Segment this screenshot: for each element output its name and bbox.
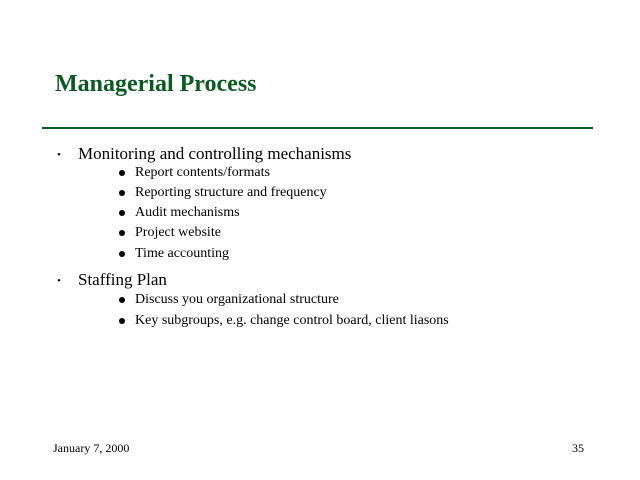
list-item: Report contents/formats bbox=[135, 165, 270, 180]
bullet-dot-icon bbox=[119, 190, 125, 196]
list-item: Key subgroups, e.g. change control board, client liasons bbox=[135, 313, 449, 328]
bullet-dot-icon bbox=[119, 210, 125, 216]
bullet-dot-icon bbox=[119, 230, 125, 236]
bullet-dot-icon bbox=[119, 318, 125, 324]
bullet-dot-icon bbox=[119, 251, 125, 257]
bullet-icon: • bbox=[57, 149, 61, 161]
bullet-dot-icon bbox=[119, 170, 125, 176]
page-number: 35 bbox=[572, 441, 584, 455]
list-item: Audit mechanisms bbox=[135, 205, 240, 220]
list-item: Reporting structure and frequency bbox=[135, 185, 327, 200]
bullet-dot-icon bbox=[119, 297, 125, 303]
list-item: Project website bbox=[135, 225, 221, 240]
title-divider bbox=[42, 127, 593, 129]
slide-title: Managerial Process bbox=[55, 71, 257, 97]
list-item: Time accounting bbox=[135, 246, 229, 261]
list-item: Discuss you organizational structure bbox=[135, 292, 339, 307]
section-heading-staffing: Staffing Plan bbox=[78, 270, 167, 289]
bullet-icon: • bbox=[57, 275, 61, 287]
section-heading-monitoring: Monitoring and controlling mechanisms bbox=[78, 144, 352, 163]
footer-date: January 7, 2000 bbox=[53, 441, 130, 455]
